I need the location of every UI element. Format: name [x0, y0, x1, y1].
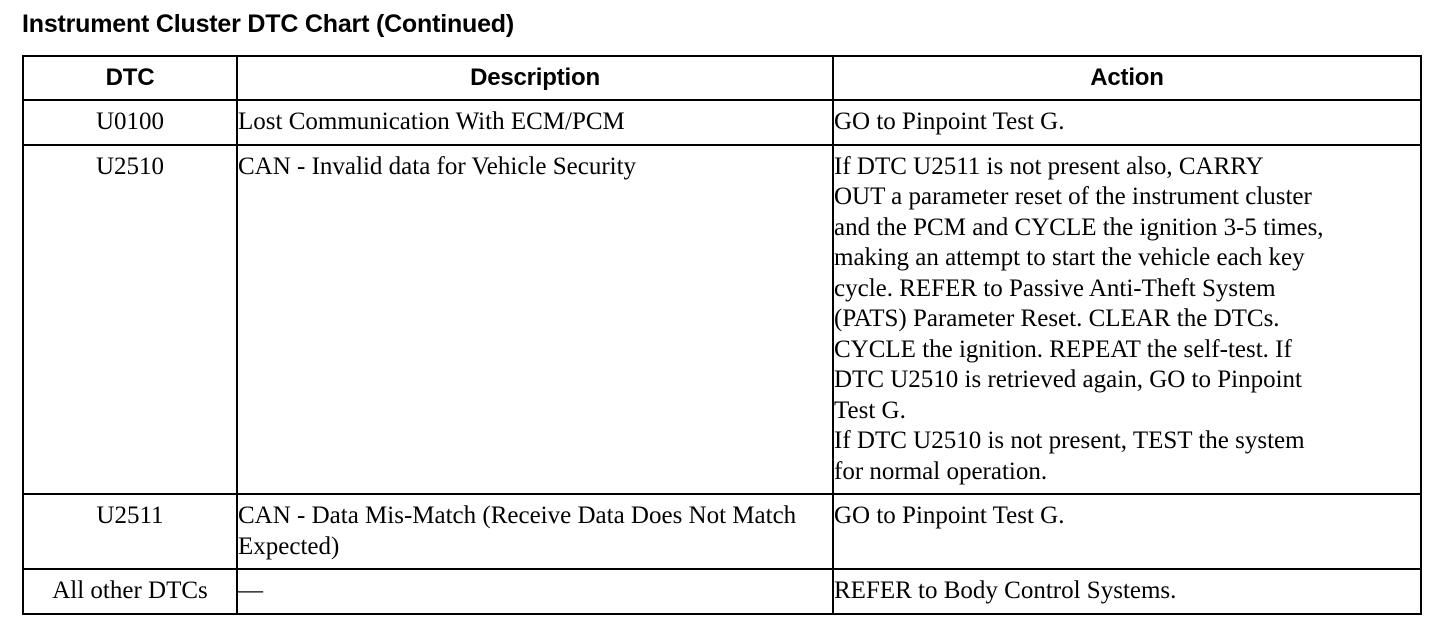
action-line: and the PCM and CYCLE the ignition 3-5 times, — [834, 213, 1324, 241]
column-header-description: Description — [237, 56, 833, 100]
column-header-dtc: DTC — [23, 56, 237, 100]
action-line: for normal operation. — [834, 457, 1048, 485]
description-cell: CAN - Invalid data for Vehicle Security — [237, 145, 833, 495]
action-line: OUT a parameter reset of the instrument cluster — [834, 183, 1312, 210]
column-header-action: Action — [833, 56, 1421, 100]
dtc-code-cell: U2511 — [23, 494, 237, 569]
description-cell: Lost Communication With ECM/PCM — [237, 100, 833, 145]
action-line: making an attempt to start the vehicle each key — [834, 244, 1305, 271]
description-cell: CAN - Data Mis-Match (Receive Data Does Not Match Expected) — [237, 494, 833, 569]
action-line: GO to Pinpoint Test G. — [834, 502, 1065, 529]
action-line: If DTC U2511 is not present also, CARRY — [834, 152, 1264, 180]
table-row — [23, 569, 1421, 614]
table-header-row — [23, 56, 1421, 100]
action-line: Test G. — [834, 396, 906, 424]
action-line: CYCLE the ignition. REPEAT the self-test. If — [834, 335, 1292, 363]
action-line: If DTC U2510 is not present, TEST the system — [834, 427, 1305, 454]
dtc-code-cell: U2510 — [23, 145, 237, 495]
description-cell: — — [237, 569, 833, 614]
action-line: (PATS) Parameter Reset. CLEAR the DTCs. — [834, 305, 1280, 332]
action-line: REFER to Body Control Systems. — [834, 577, 1177, 604]
page-title: Instrument Cluster DTC Chart (Continued) — [22, 10, 514, 38]
action-line: DTC U2510 is retrieved again, GO to Pinpoint — [834, 366, 1302, 393]
action-line: cycle. REFER to Passive Anti-Theft System — [834, 274, 1276, 302]
dtc-code-cell: All other DTCs — [23, 569, 237, 614]
action-cell — [833, 145, 1421, 495]
table-row — [23, 145, 1421, 495]
table-row — [23, 100, 1421, 145]
action-cell — [833, 100, 1421, 145]
action-line: GO to Pinpoint Test G. — [834, 108, 1065, 135]
action-cell — [833, 569, 1421, 614]
dtc-code-cell: U0100 — [23, 100, 237, 145]
action-cell — [833, 494, 1421, 569]
dtc-table — [22, 55, 1422, 615]
table-row — [23, 494, 1421, 569]
